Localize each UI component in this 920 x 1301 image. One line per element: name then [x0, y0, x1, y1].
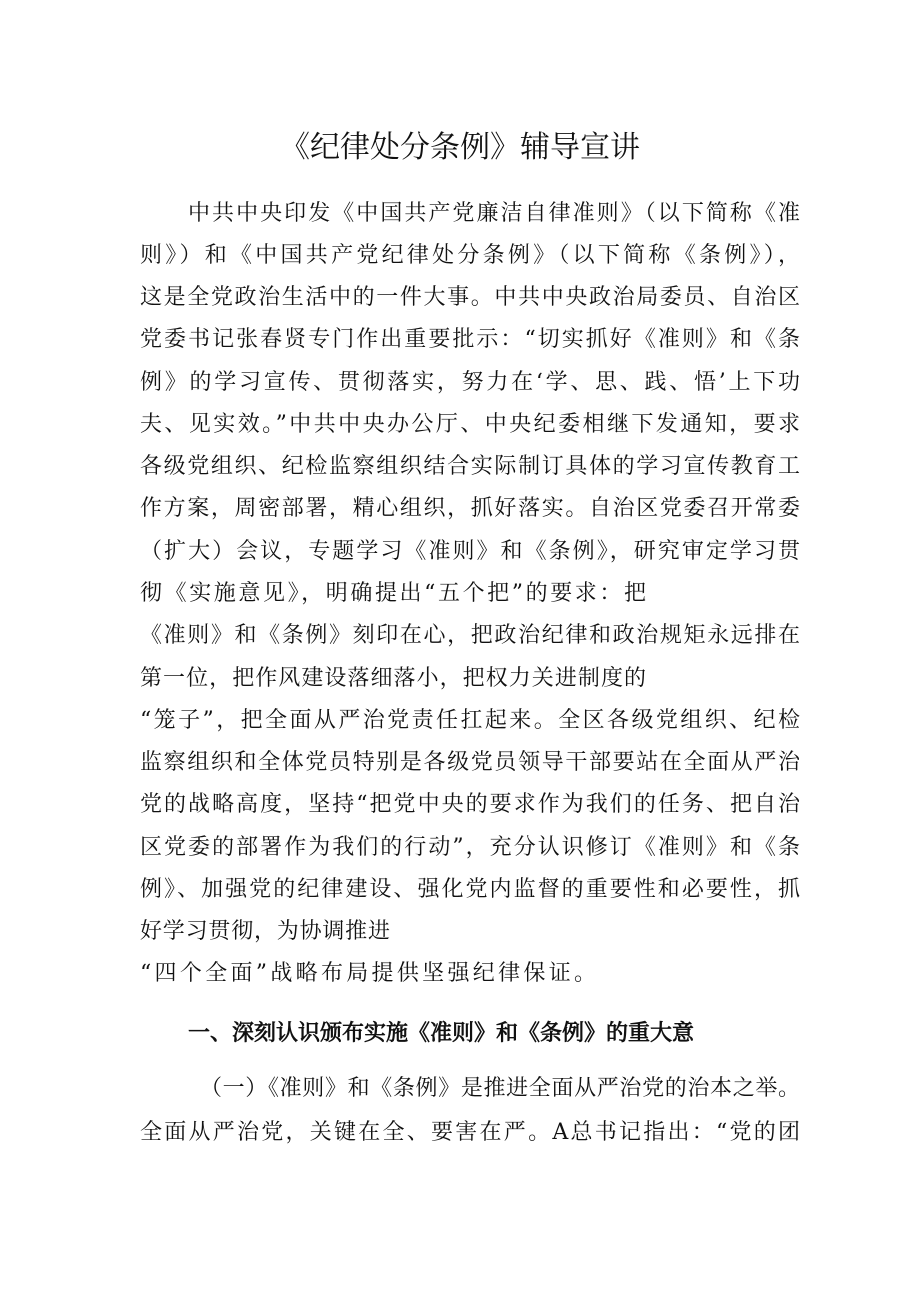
paragraph-line: （扩大）会议，专题学习《准则》和《条例》，研究审定学习贯 — [140, 539, 800, 564]
paragraph-line: 则》）和《中国共产党纪律处分条例》（以下简称《条例》）， — [140, 243, 800, 268]
document-title: 《纪律处分条例》辅导宣讲 — [280, 130, 640, 165]
paragraph-line: （一）《准则》和《条例》是推进全面从严治党的治本之举。 — [200, 1076, 800, 1101]
paragraph-line: “笼子”，把全面从严治党责任扛起来。全区各级党组织、纪检 — [140, 708, 800, 733]
paragraph-line: 彻《实施意见》，明确提出“五个把”的要求：把 — [140, 581, 646, 606]
paragraph-line: 夫、见实效。”中共中央办公厅、中央纪委相继下发通知，要求 — [140, 412, 800, 437]
paragraph-line: 党委书记张春贤专门作出重要批示：“切实抓好《准则》和《条 — [140, 327, 800, 352]
paragraph-line: “四个全面”战略布局提供坚强纪律保证。 — [140, 961, 596, 986]
paragraph-line: 《准则》和《条例》刻印在心，把政治纪律和政治规矩永远排在 — [140, 623, 800, 648]
paragraph-line: 中共中央印发《中国共产党廉洁自律准则》（以下简称《准 — [188, 201, 800, 226]
paragraph-line: 第一位，把作风建设落细落小，把权力关进制度的 — [140, 666, 646, 691]
paragraph-line: 全面从严治党，关键在全、要害在严。A总书记指出：“党的团 — [140, 1120, 800, 1145]
paragraph-line: 作方案，周密部署，精心组织，抓好落实。自治区党委召开常委 — [140, 496, 800, 521]
paragraph-line: 各级党组织、纪检监察组织结合实际制订具体的学习宣传教育工 — [140, 454, 800, 479]
paragraph-line: 党的战略高度，坚持“把党中央的要求作为我们的任务、把自治 — [140, 792, 800, 817]
paragraph-line: 区党委的部署作为我们的行动”，充分认识修订《准则》和《条 — [140, 835, 800, 860]
paragraph-line: 例》、加强党的纪律建设、强化党内监督的重要性和必要性，抓 — [140, 877, 800, 902]
paragraph-line: 监察组织和全体党员特别是各级党员领导干部要站在全面从严治 — [140, 750, 800, 775]
section-heading: 一、深刻认识颁布实施《准则》和《条例》的重大意 — [188, 1021, 695, 1046]
paragraph-line: 例》的学习宣传、贯彻落实，努力在‘学、思、践、悟’上下功 — [140, 370, 800, 395]
paragraph-line: 好学习贯彻，为协调推进 — [140, 919, 390, 944]
paragraph-line: 这是全党政治生活中的一件大事。中共中央政治局委员、自治区 — [140, 285, 800, 310]
